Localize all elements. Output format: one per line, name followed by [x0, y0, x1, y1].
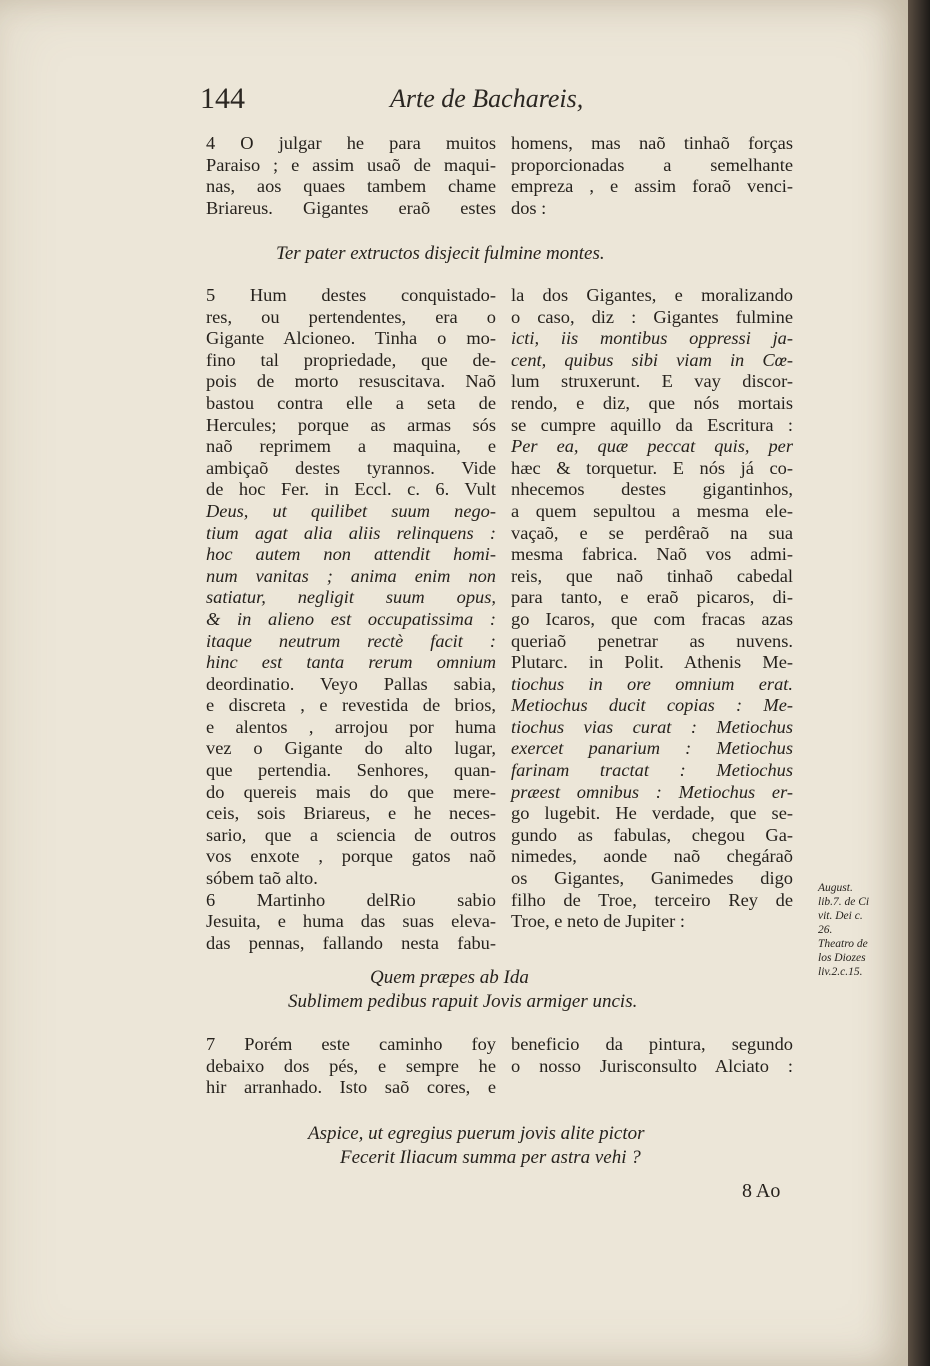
text-line: præest omnibus : Metiochus er-: [511, 781, 793, 802]
text-line: naõ reprimem a maquina, e: [206, 436, 496, 457]
text-line: tiochus in ore omnium erat.: [511, 673, 793, 694]
text-line: de hoc Fer. in Eccl. c. 6. Vult: [206, 479, 496, 500]
margin-note-line: los Diozes: [818, 952, 866, 964]
text-line: homens, mas naõ tinhaõ forças: [511, 133, 793, 153]
text-line: gundo as fabulas, chegou Ga-: [511, 824, 793, 845]
text-line: hæc & torquetur. E nós já co-: [511, 457, 793, 478]
verse-quotation: Ter pater extructos disjecit fulmine montes.: [276, 243, 605, 264]
text-line: deordinatio. Veyo Pallas sabia,: [206, 673, 496, 694]
margin-note: [818, 881, 878, 979]
text-line: la dos Gigantes, e moralizando: [511, 285, 793, 305]
text-line: reis, que naõ tinhaõ cabedal: [511, 565, 793, 586]
text-line: sóbem taõ alto.: [206, 868, 318, 889]
text-line: e discreta , e revestida de brios,: [206, 695, 496, 716]
text-line: Gigante Alcioneo. Tinha o mo-: [206, 328, 496, 349]
text-line: ambiçaõ destes tyrannos. Vide: [206, 457, 496, 478]
text-line: Metiochus ducit copias : Me-: [511, 695, 793, 716]
text-line: & in alieno est occupatissima :: [206, 608, 496, 629]
text-line: vaçaõ, e se perdêraõ na sua: [511, 522, 793, 543]
margin-note-line: 26.: [818, 924, 833, 936]
text-line: queriaõ penetrar as nuvens.: [511, 630, 793, 651]
text-line: que pertendia. Senhores, quan-: [206, 760, 496, 781]
text-line: hinc est tanta rerum omnium: [206, 652, 496, 673]
text-line: 4 O julgar he para muitos: [206, 133, 496, 153]
text-line: Paraiso ; e assim usaõ de maqui-: [206, 154, 496, 175]
text-line: tium agat alia aliis relinquens :: [206, 522, 496, 543]
text-line: proporcionadas a semelhante: [511, 154, 793, 175]
margin-note-line: vit. Dei c.: [818, 910, 863, 922]
text-line: dos :: [511, 197, 547, 218]
text-line: farinam tractat : Metiochus: [511, 760, 793, 781]
running-head: [200, 82, 800, 122]
text-line: 5 Hum destes conquistado-: [206, 285, 496, 305]
book-spine: [908, 0, 930, 1366]
verse-quotation-line: Quem præpes ab Ida: [370, 967, 529, 988]
text-line: empreza , e assim foraõ venci-: [511, 176, 793, 197]
running-title: Arte de Bachareis,: [390, 84, 584, 113]
text-line: hoc autem non attendit homi-: [206, 544, 496, 565]
text-line: Hercules; porque as armas sós: [206, 414, 496, 435]
section4-right-column: [511, 133, 793, 219]
text-line: debaixo dos pés, e sempre he: [206, 1055, 496, 1076]
text-line: sario, que a sciencia de outros: [206, 824, 496, 845]
margin-note-line: liv.2.c.15.: [818, 966, 863, 978]
section5-right-column: [511, 285, 793, 933]
text-line: Per ea, quæ peccat quis, per: [511, 436, 793, 457]
text-line: nas, aos quaes tambem chame: [206, 176, 496, 197]
text-line: os Gigantes, Ganimedes digo: [511, 868, 793, 889]
text-line: das pennas, fallando nesta fabu-: [206, 932, 496, 953]
section4-left-column: [206, 133, 496, 219]
text-line: fino tal propriedade, que de-: [206, 349, 496, 370]
text-line: go Icaros, que com fracas azas: [511, 608, 793, 629]
text-line: cent, quibus sibi viam in Cœ-: [511, 349, 793, 370]
text-line: filho de Troe, terceiro Rey de: [511, 889, 793, 910]
text-line: icti, iis montibus oppressi ja-: [511, 328, 793, 349]
margin-note-line: lib.7. de Ci: [818, 896, 870, 908]
text-line: se cumpre aquillo da Escritura :: [511, 414, 793, 435]
verse-quotation-line: Fecerit Iliacum summa per astra vehi ?: [340, 1147, 641, 1168]
text-line: Deus, ut quilibet suum nego-: [206, 500, 496, 521]
text-line: Briareus. Gigantes eraõ estes: [206, 197, 496, 218]
text-line: mesma fabrica. Naõ vos admi-: [511, 544, 793, 565]
text-line: Plutarc. in Polit. Athenis Me-: [511, 652, 793, 673]
text-line: exercet panarium : Metiochus: [511, 738, 793, 759]
page-number: 144: [200, 82, 245, 115]
text-line: vos enxote , porque gatos naõ: [206, 846, 496, 867]
text-line: Jesuita, e huma das suas eleva-: [206, 911, 496, 932]
text-line: o nosso Jurisconsulto Alciato :: [511, 1055, 793, 1076]
catchword: 8 Ao: [742, 1180, 781, 1202]
text-line: res, ou pertendentes, era o: [206, 306, 496, 327]
text-line: ceis, sois Briareus, e he neces-: [206, 803, 496, 824]
section5-left-column: [206, 285, 496, 954]
text-line: tiochus vias curat : Metiochus: [511, 716, 793, 737]
text-line: rendo, e diz, que nós mortais: [511, 392, 793, 413]
verse-quotation-line: Sublimem pedibus rapuit Jovis armiger uncis.: [288, 991, 638, 1012]
text-line: satiatur, negligit suum opus,: [206, 587, 496, 608]
section7-left-column: [206, 1034, 496, 1099]
text-line: Troe, e neto de Jupiter :: [511, 911, 686, 932]
text-line: lum struxerunt. E vay discor-: [511, 371, 793, 392]
section7-right-column: [511, 1034, 793, 1077]
text-line: itaque neutrum rectè facit :: [206, 630, 496, 651]
text-line: beneficio da pintura, segundo: [511, 1034, 793, 1054]
verse-quotation-line: Aspice, ut egregius puerum jovis alite pictor: [308, 1123, 645, 1144]
text-line: pois de morto resuscitava. Naõ: [206, 371, 496, 392]
text-line: bastou contra elle a seta de: [206, 392, 496, 413]
text-line: e alentos , arrojou por huma: [206, 716, 496, 737]
text-line: o caso, diz : Gigantes fulmine: [511, 306, 793, 327]
margin-note-line: Theatro de: [818, 938, 868, 950]
text-line: vez o Gigante do alto lugar,: [206, 738, 496, 759]
text-line: hir arranhado. Isto saõ cores, e: [206, 1077, 496, 1098]
margin-note-line: August.: [818, 882, 853, 894]
text-line: do quereis mais do que mere-: [206, 781, 496, 802]
text-line: nimedes, aonde naõ chegáraõ: [511, 846, 793, 867]
text-line: a quem sepultou a mesma ele-: [511, 500, 793, 521]
text-line: go lugebit. He verdade, que se-: [511, 803, 793, 824]
text-line: 7 Porém este caminho foy: [206, 1034, 496, 1054]
text-line: 6 Martinho delRio sabio: [206, 889, 496, 910]
text-line: para tanto, e eraõ picaros, di-: [511, 587, 793, 608]
text-line: nhecemos destes gigantinhos,: [511, 479, 793, 500]
text-line: num vanitas ; anima enim non: [206, 565, 496, 586]
